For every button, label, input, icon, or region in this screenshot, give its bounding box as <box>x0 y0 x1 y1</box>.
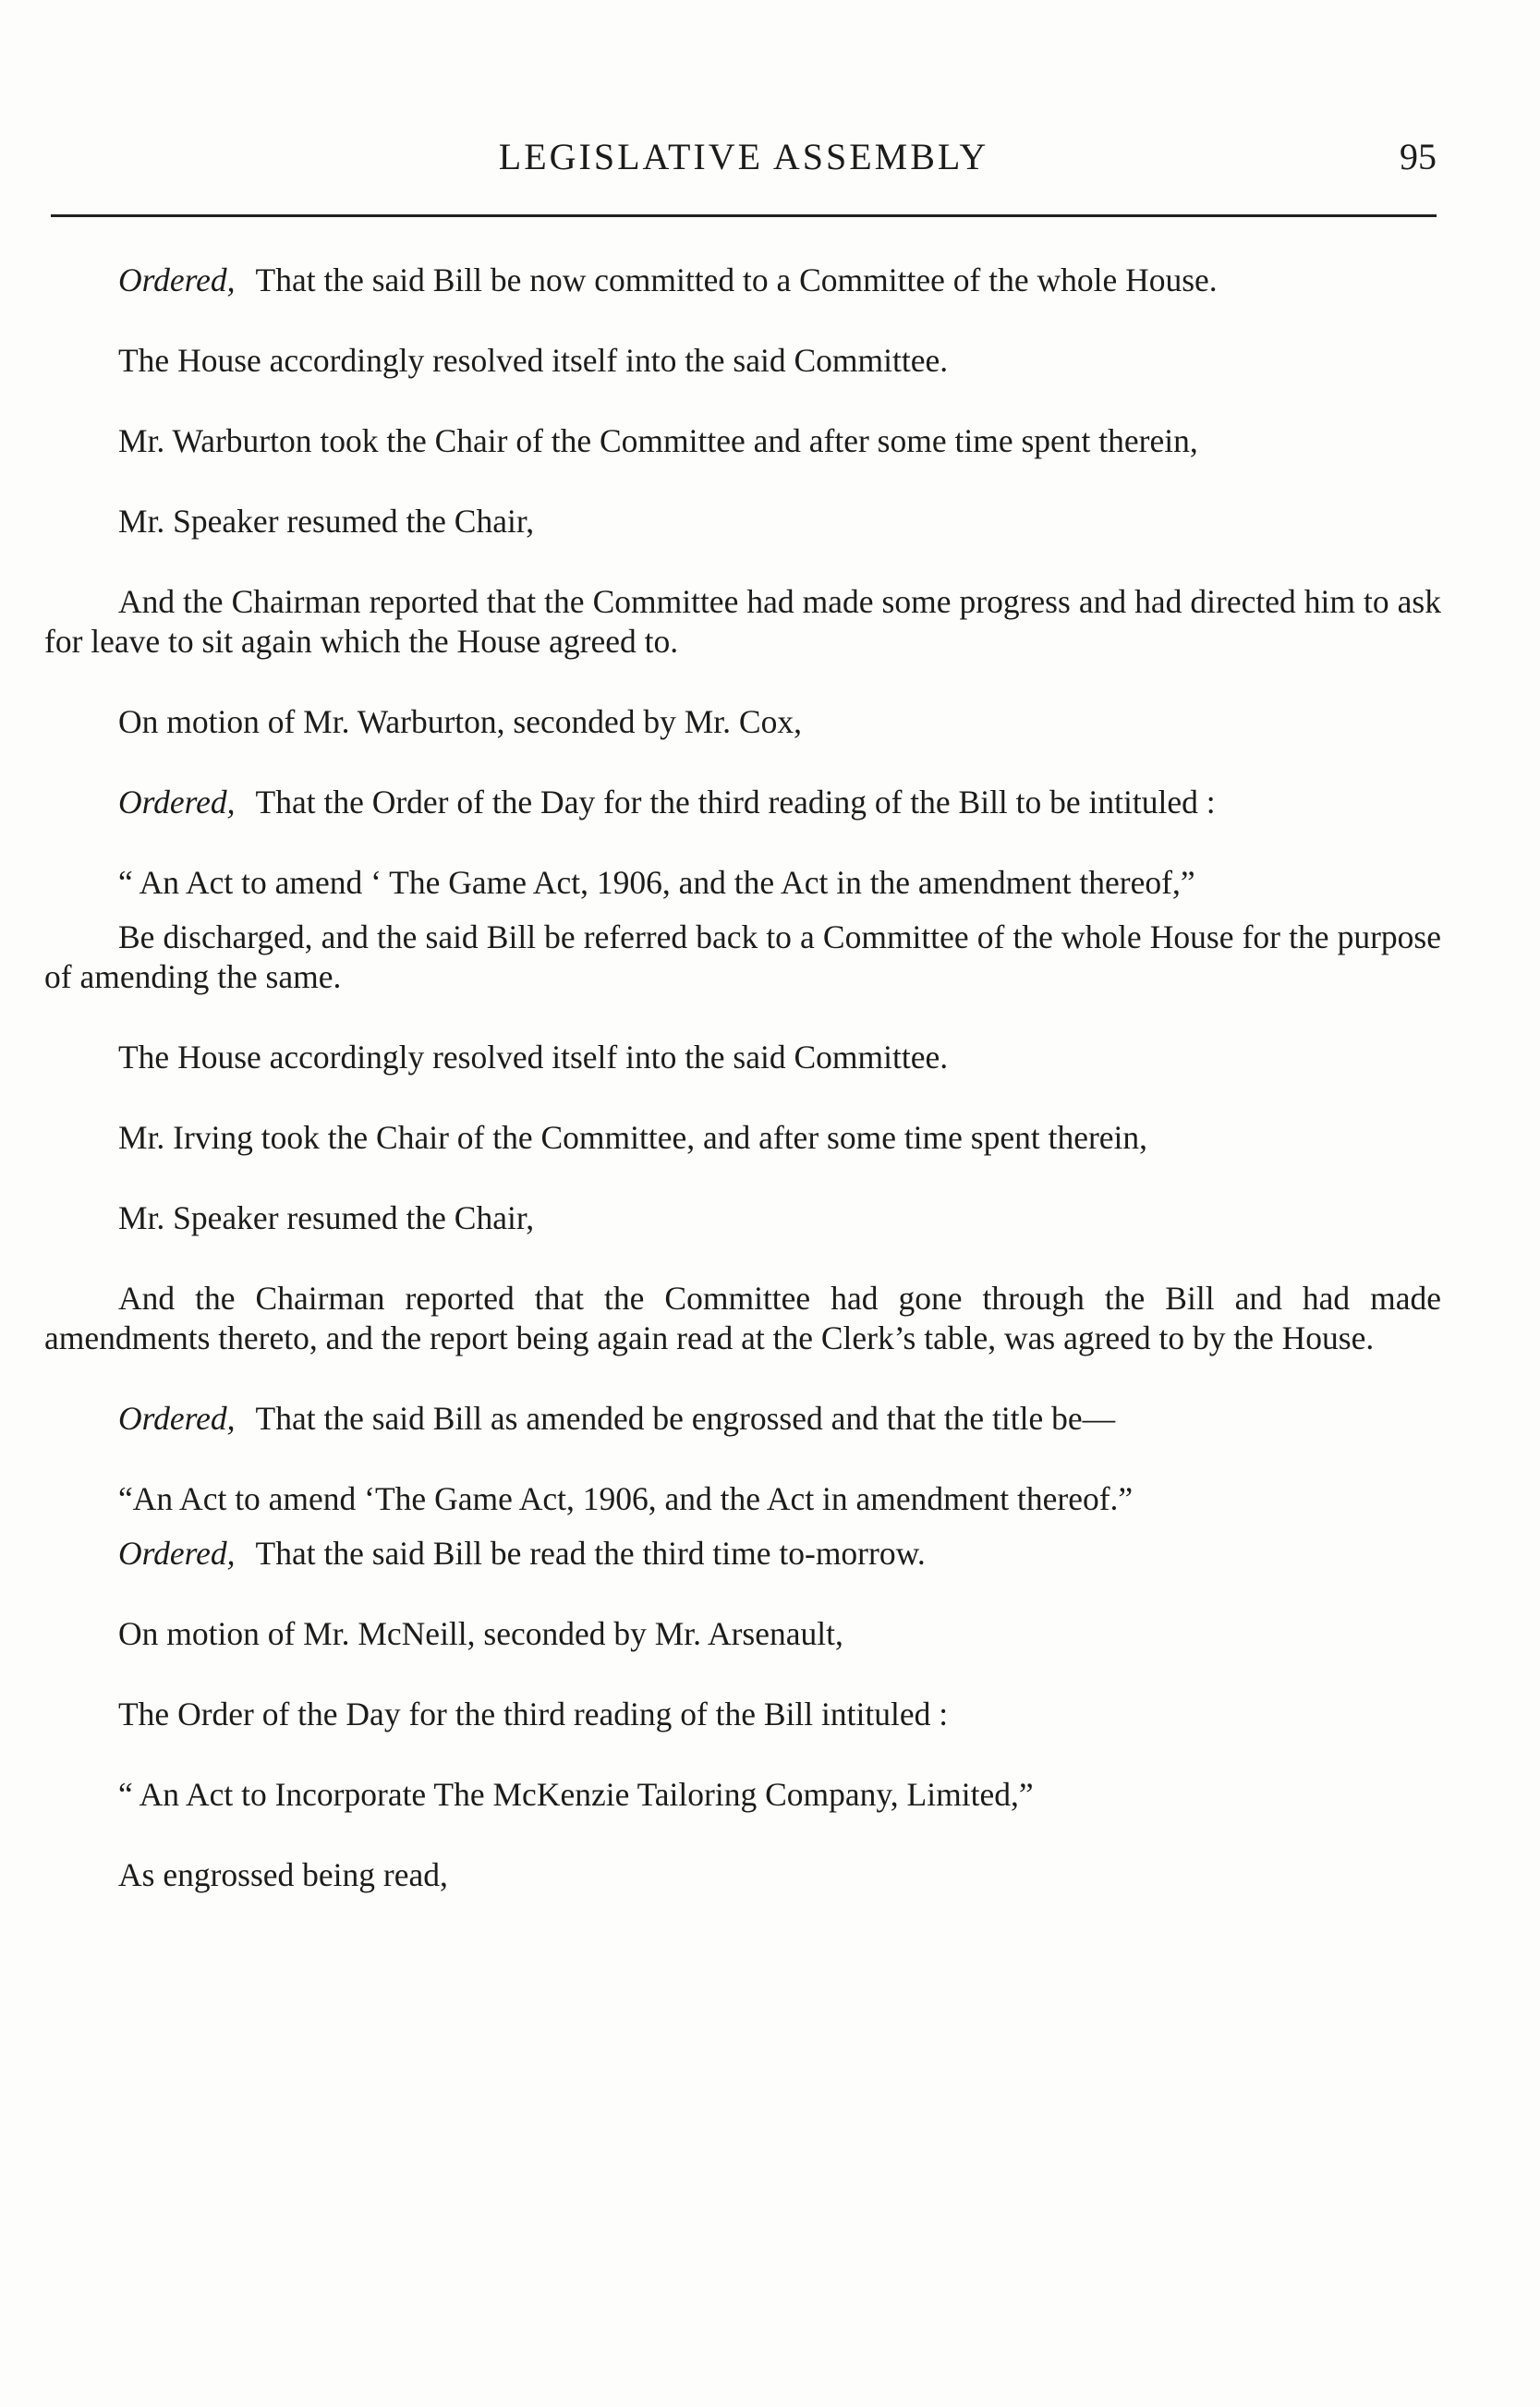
paragraph-12 <box>44 1198 1441 1238</box>
ordered-label: Ordered, <box>118 261 236 298</box>
paragraph-text: Mr. Irving took the Chair of the Committee, and after some time spent therein, <box>118 1119 1148 1156</box>
paragraph-3 <box>44 421 1441 461</box>
paragraph-5 <box>44 582 1441 662</box>
paragraph-11 <box>44 1118 1441 1158</box>
paragraph-7 <box>44 783 1441 822</box>
bill-title-quote-1 <box>44 863 1441 903</box>
paragraph-text: Be discharged, and the said Bill be referred back to a Committee of the whole House for the purpose of amending the same. <box>44 918 1441 995</box>
running-head <box>51 129 1437 185</box>
paragraph-14 <box>44 1399 1441 1439</box>
paragraph-18 <box>44 1695 1441 1734</box>
paragraph-1 <box>44 261 1441 300</box>
paragraph-13 <box>44 1279 1441 1358</box>
paragraph-text: That the said Bill as amended be engrossed and that the title be— <box>255 1400 1116 1437</box>
paragraph-9 <box>44 918 1441 997</box>
ordered-label: Ordered, <box>118 1400 236 1437</box>
paragraph-text: Mr. Warburton took the Chair of the Committee and after some time spent therein, <box>118 422 1198 459</box>
paragraph-text: As engrossed being read, <box>118 1856 448 1893</box>
bill-title-quote-3 <box>44 1775 1441 1815</box>
paragraph-text: Mr. Speaker resumed the Chair, <box>118 1199 535 1236</box>
paragraph-4 <box>44 502 1441 541</box>
paragraph-text: The House accordingly resolved itself into the said Committee. <box>118 1039 949 1076</box>
paragraph-text: Mr. Speaker resumed the Chair, <box>118 503 535 540</box>
paragraph-text: That the said Bill be read the third time to-morrow. <box>255 1535 926 1572</box>
body-text <box>44 261 1441 1936</box>
paragraph-text: And the Chairman reported that the Committee had made some progress and had directed him to ask for leave to sit again which the House agreed to. <box>44 583 1441 660</box>
paragraph-text: “ An Act to Incorporate The McKenzie Tailoring Company, Limited,” <box>118 1776 1034 1813</box>
ordered-label: Ordered, <box>118 1535 236 1572</box>
running-title: LEGISLATIVE ASSEMBLY <box>498 136 989 177</box>
paragraph-10 <box>44 1038 1441 1077</box>
paragraph-text: That the said Bill be now committed to a Committee of the whole House. <box>255 261 1218 298</box>
paragraph-17 <box>44 1614 1441 1654</box>
paragraph-16 <box>44 1534 1441 1574</box>
paragraph-text: On motion of Mr. McNeill, seconded by Mr. Arsenault, <box>118 1615 843 1652</box>
paragraph-text: That the Order of the Day for the third reading of the Bill to be intituled : <box>255 784 1216 821</box>
paragraph-text: “An Act to amend ‘The Game Act, 1906, and the Act in amendment thereof.” <box>118 1480 1134 1517</box>
paragraph-text: On motion of Mr. Warburton, seconded by Mr. Cox, <box>118 703 802 740</box>
paragraph-20 <box>44 1855 1441 1895</box>
paragraph-text: And the Chairman reported that the Committee had gone through the Bill and had made amendments thereto, and the report being again read at the Clerk’s table, was agreed to by the House. <box>44 1280 1441 1356</box>
header-rule <box>51 214 1437 217</box>
ordered-label: Ordered, <box>118 784 236 821</box>
paragraph-text: The Order of the Day for the third reading of the Bill intituled : <box>118 1696 949 1732</box>
bill-title-quote-2 <box>44 1479 1441 1519</box>
paragraph-text: The House accordingly resolved itself into the said Committee. <box>118 342 949 379</box>
page-number: 95 <box>1400 136 1437 177</box>
paragraph-6 <box>44 702 1441 742</box>
paragraph-2 <box>44 341 1441 381</box>
paragraph-text: “ An Act to amend ‘ The Game Act, 1906, and the Act in the amendment thereof,” <box>118 864 1195 901</box>
